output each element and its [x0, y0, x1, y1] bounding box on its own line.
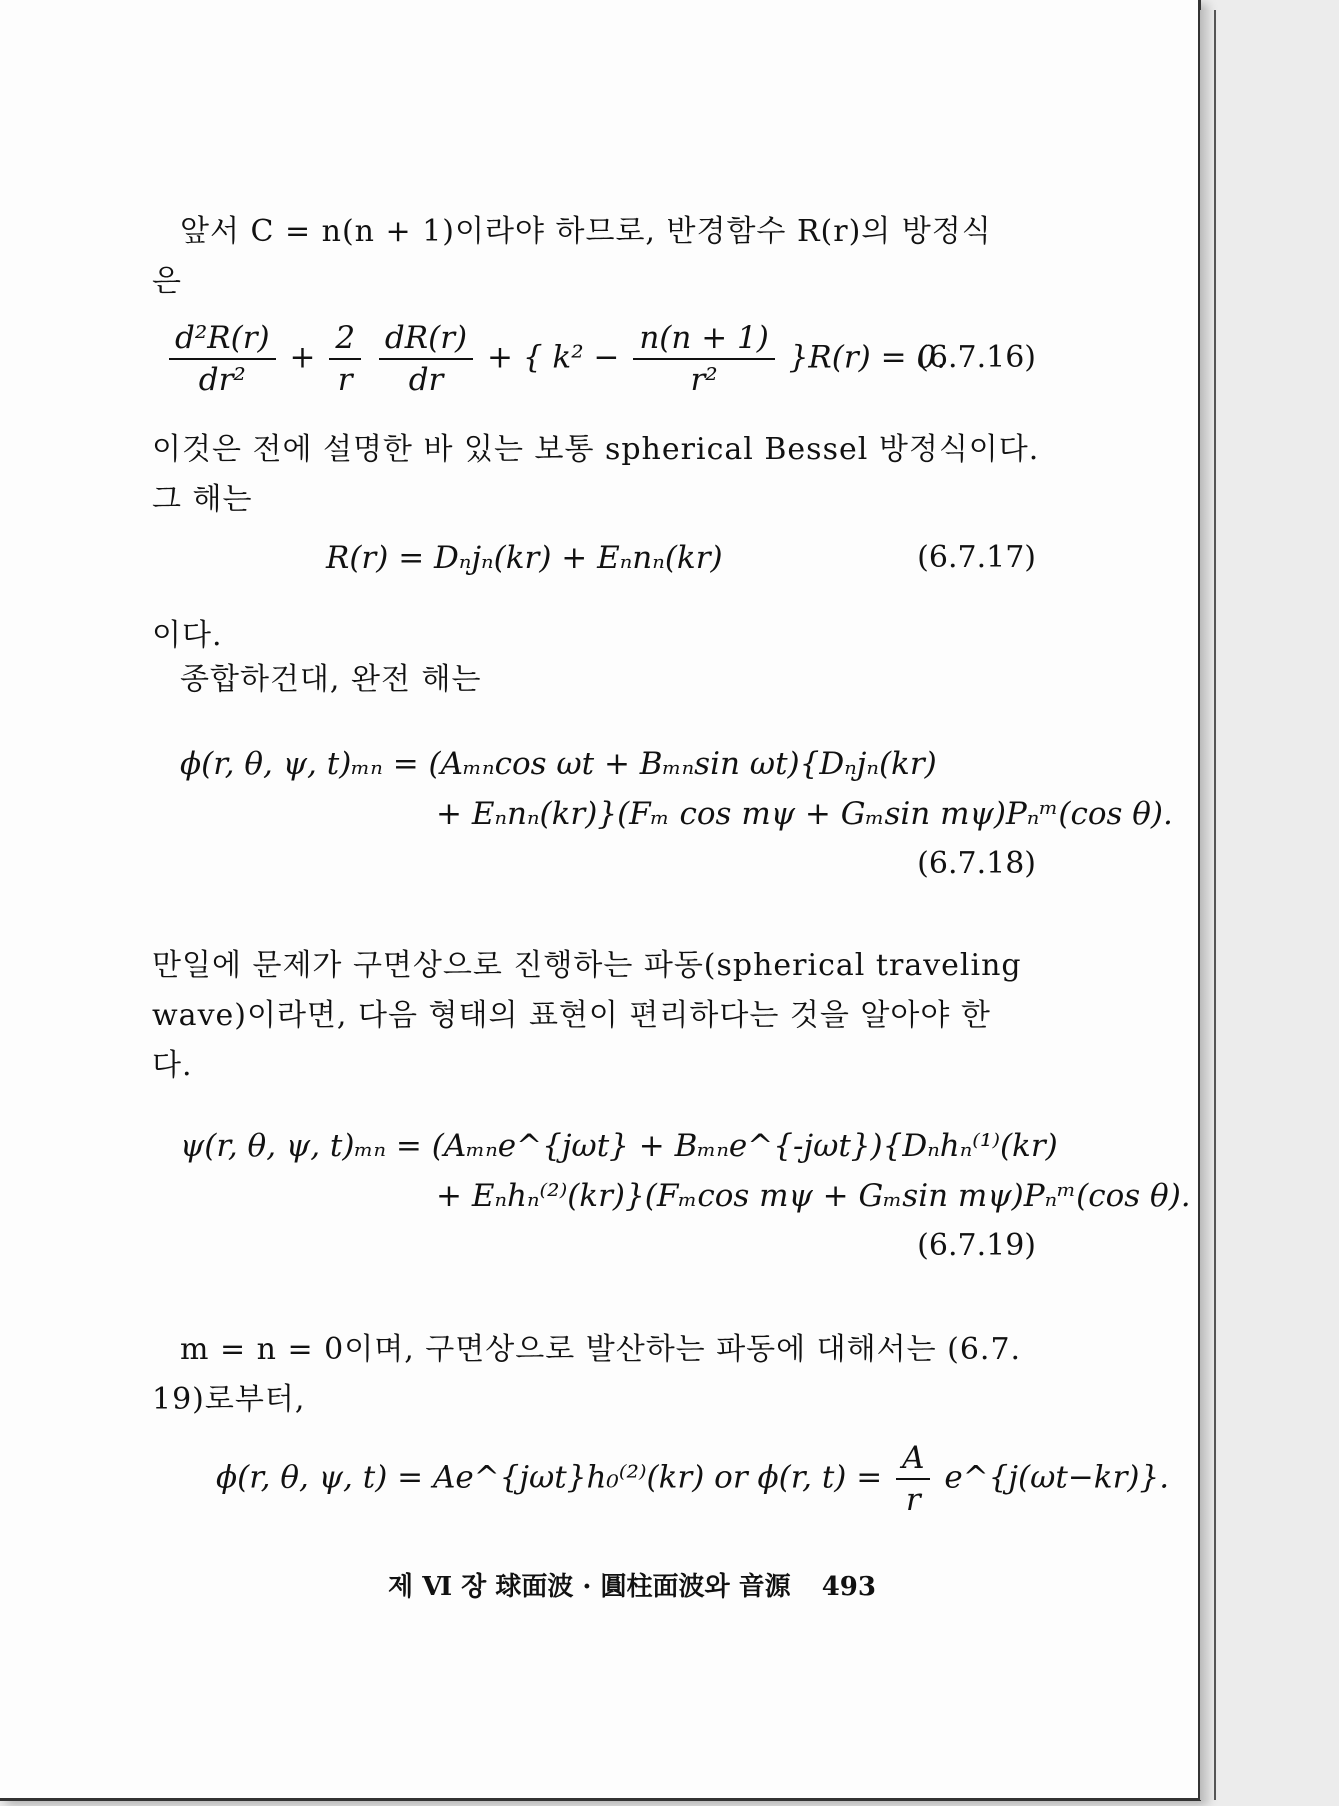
- equation-6-7-16: [165, 320, 946, 398]
- equation-right: e^{j(ωt−kr)}.: [944, 1459, 1170, 1496]
- k-squared-term: k² −: [552, 339, 620, 376]
- equation-left: ϕ(r, θ, ψ, t) = Ae^{jωt}h₀⁽²⁾(kr) or ϕ(r, t) =: [216, 1459, 883, 1496]
- equation-6-7-19-line1: ψ(r, θ, ψ, t)ₘₙ = (Aₘₙe^{jωt} + Bₘₙe^{-jωt}){Dₙhₙ⁽¹⁾(kr): [180, 1128, 1058, 1164]
- equation-tail: }R(r) = 0.: [788, 339, 947, 376]
- fraction-denominator: dr²: [198, 362, 246, 398]
- page-footer: [388, 1566, 876, 1603]
- plus-sign: +: [289, 339, 316, 376]
- paragraph-line: 그 해는: [152, 482, 253, 517]
- fraction-denominator: r: [905, 1482, 921, 1518]
- paragraph-line: m = n = 0이며, 구면상으로 발산하는 파동에 대해서는 (6.7.: [180, 1332, 1022, 1367]
- paragraph-line: 앞서 C = n(n + 1)이라야 하므로, 반경함수 R(r)의 방정식: [180, 214, 992, 249]
- fraction: [169, 320, 276, 398]
- paragraph-line: 은: [152, 264, 182, 299]
- equation-number: (6.7.16): [917, 340, 1036, 375]
- equation-6-7-18-line2: + Eₙnₙ(kr)}(Fₘ cos mψ + Gₘsin mψ)Pₙᵐ(cos θ).: [436, 796, 1173, 832]
- equation-spherical-wave: [216, 1440, 1169, 1518]
- plus-brace: + {: [486, 339, 543, 376]
- page-number: 493: [821, 1572, 876, 1602]
- fraction-denominator: dr: [408, 362, 444, 398]
- fraction-numerator: A: [896, 1440, 930, 1480]
- fraction: [633, 320, 775, 398]
- equation-number: (6.7.19): [917, 1228, 1036, 1263]
- paragraph-line: 이다.: [152, 618, 223, 653]
- fraction: [379, 320, 473, 398]
- paragraph-line: 종합하건대, 완전 해는: [180, 662, 482, 697]
- equation-6-7-18-line1: ϕ(r, θ, ψ, t)ₘₙ = (Aₘₙcos ωt + Bₘₙsin ωt){Dₙjₙ(kr): [180, 746, 937, 782]
- paragraph-line: 다.: [152, 1048, 193, 1083]
- paragraph-line: 만일에 문제가 구면상으로 진행하는 파동(spherical traveling: [152, 948, 1022, 983]
- fraction-numerator: dR(r): [379, 320, 473, 360]
- fraction-numerator: 2: [329, 320, 361, 360]
- equation-6-7-17: R(r) = Dₙjₙ(kr) + Eₙnₙ(kr): [326, 540, 723, 576]
- fraction: [896, 1440, 930, 1518]
- fraction-numerator: d²R(r): [169, 320, 276, 360]
- equation-number: (6.7.17): [917, 540, 1036, 575]
- fraction-numerator: n(n + 1): [633, 320, 775, 360]
- fraction-denominator: r: [337, 362, 353, 398]
- paragraph-line: 이것은 전에 설명한 바 있는 보통 spherical Bessel 방정식이다.: [152, 432, 1040, 467]
- chapter-title: 제 Ⅵ 장 球面波 · 圓柱面波와 音源: [388, 1572, 791, 1602]
- paragraph-line: 19)로부터,: [152, 1382, 306, 1417]
- paragraph-line: wave)이라면, 다음 형태의 표현이 편리하다는 것을 알아야 한: [152, 998, 991, 1033]
- fraction-denominator: r²: [690, 362, 718, 398]
- equation-number: (6.7.18): [917, 846, 1036, 881]
- fraction: [329, 320, 361, 398]
- equation-6-7-19-line2: + Eₙhₙ⁽²⁾(kr)}(Fₘcos mψ + Gₘsin mψ)Pₙᵐ(cos θ).: [436, 1178, 1191, 1214]
- page-edge: [1200, 10, 1216, 1800]
